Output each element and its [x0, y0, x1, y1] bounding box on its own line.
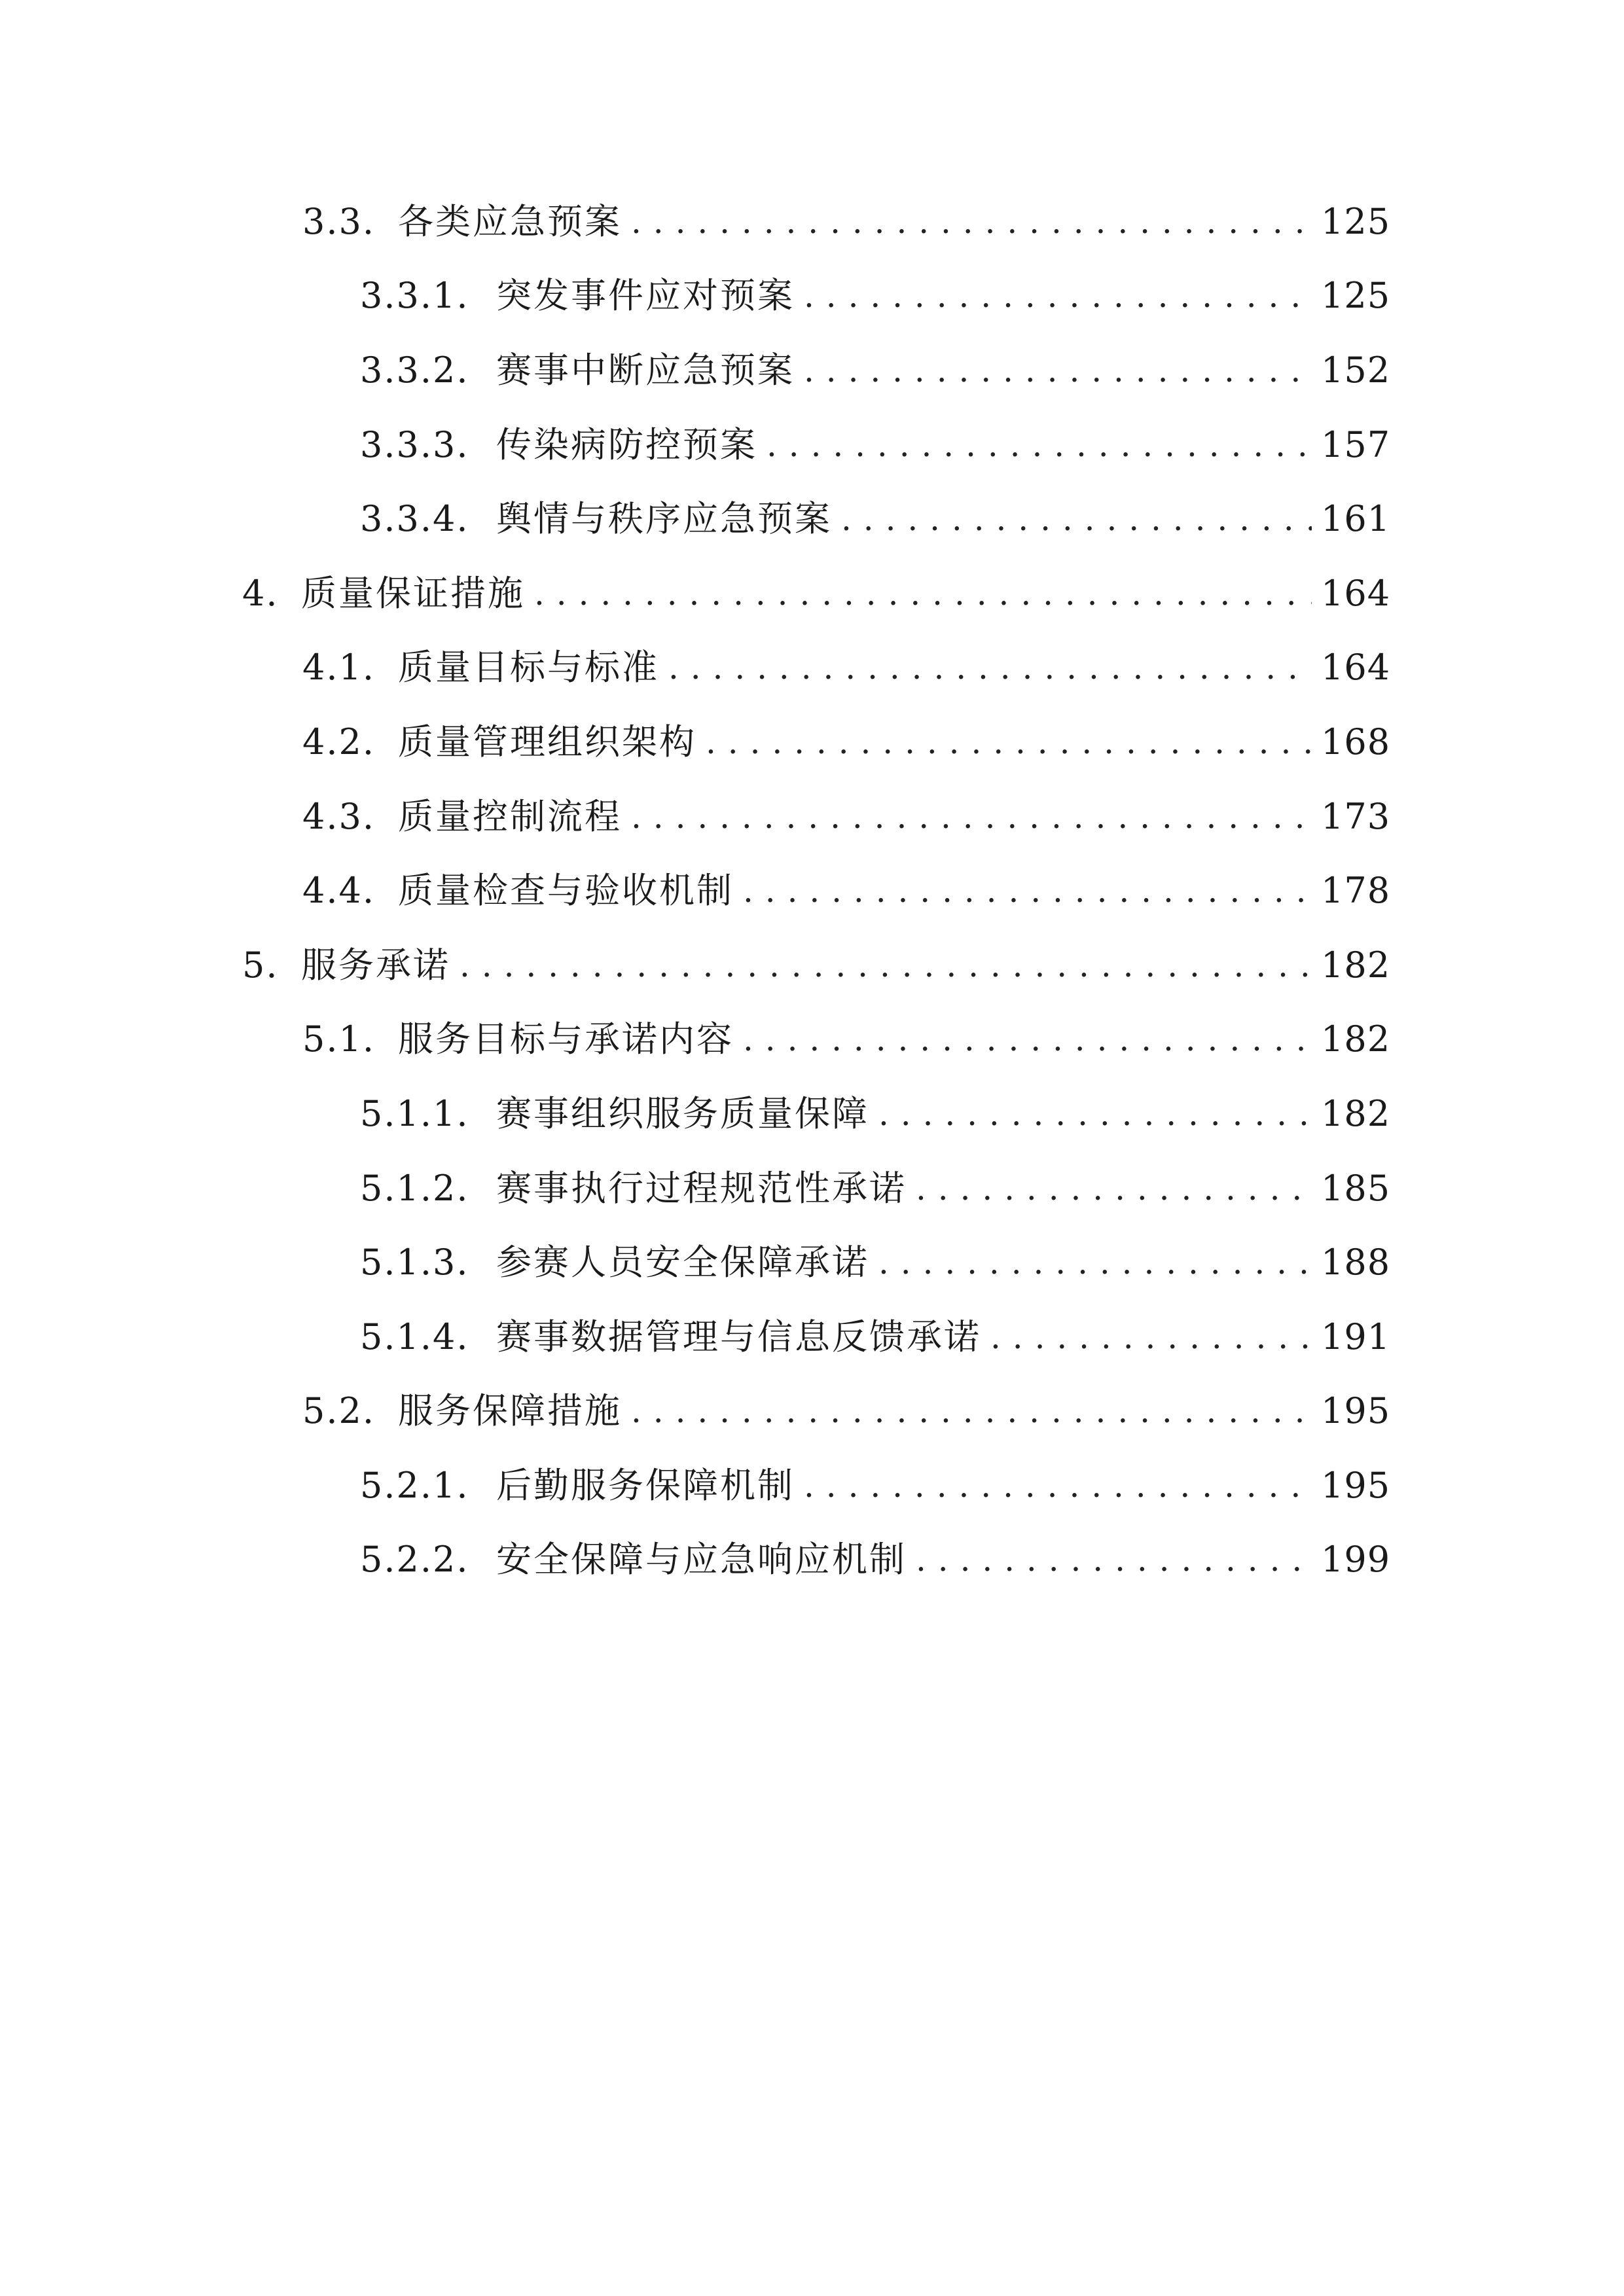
toc-entry[interactable] — [0, 780, 1624, 854]
toc-dot-leader — [878, 1096, 1312, 1132]
toc-entry[interactable] — [0, 1225, 1624, 1300]
toc-entry-page: 161 — [1321, 498, 1391, 540]
toc-entry-title: 后勤服务保障机制 — [496, 1464, 795, 1506]
toc-entry-page: 182 — [1321, 944, 1391, 986]
toc-entry-title: 质量管理组织架构 — [398, 721, 696, 762]
toc-entry-title: 传染病防控预案 — [496, 423, 757, 465]
toc-entry-number: 5.2.2. — [360, 1539, 469, 1581]
toc-entry-number: 5.1.4. — [360, 1316, 469, 1357]
toc-dot-leader — [706, 725, 1312, 760]
toc-entry[interactable] — [0, 482, 1624, 556]
toc-entry-number: 5.1.2. — [360, 1167, 469, 1209]
toc-entry-number: 5. — [242, 944, 279, 986]
toc-entry-page: 173 — [1321, 795, 1391, 837]
toc-entry[interactable] — [0, 333, 1624, 408]
toc-entry-number: 5.2.1. — [360, 1464, 469, 1506]
toc-entry[interactable] — [0, 1448, 1624, 1523]
toc-entry-title: 各类应急预案 — [398, 200, 622, 242]
toc-entry-page: 195 — [1321, 1464, 1391, 1506]
toc-dot-leader — [804, 1468, 1312, 1503]
toc-entry-number: 5.1. — [302, 1018, 376, 1060]
toc-entry-title: 质量控制流程 — [398, 795, 622, 837]
toc-entry-page: 178 — [1321, 870, 1391, 912]
toc-dot-leader — [767, 427, 1312, 463]
toc-dot-leader — [460, 948, 1312, 983]
toc-entry-number: 4.3. — [302, 795, 376, 837]
toc-entry-title: 参赛人员安全保障承诺 — [496, 1242, 869, 1283]
toc-entry[interactable] — [0, 185, 1624, 259]
toc-entry-number: 4. — [242, 572, 279, 614]
table-of-contents — [0, 185, 1624, 1597]
toc-entry-title: 服务保障措施 — [398, 1390, 622, 1432]
toc-entry-number: 3.3.3. — [360, 423, 469, 465]
toc-entry-page: 191 — [1321, 1316, 1391, 1357]
toc-entry[interactable] — [0, 1523, 1624, 1598]
toc-dot-leader — [631, 1393, 1312, 1429]
toc-entry-title: 质量检查与验收机制 — [398, 870, 734, 912]
toc-entry-page: 185 — [1321, 1167, 1391, 1209]
toc-entry-title: 服务目标与承诺内容 — [398, 1018, 734, 1060]
toc-dot-leader — [916, 1171, 1312, 1206]
toc-entry[interactable] — [0, 1151, 1624, 1226]
toc-entry-number: 5.2. — [302, 1390, 376, 1432]
toc-dot-leader — [631, 204, 1312, 240]
toc-entry-page: 164 — [1321, 572, 1391, 614]
toc-entry-page: 168 — [1321, 721, 1391, 762]
toc-entry-page: 182 — [1321, 1018, 1391, 1060]
toc-entry[interactable] — [0, 631, 1624, 706]
toc-entry[interactable] — [0, 408, 1624, 482]
toc-entry-number: 4.2. — [302, 721, 376, 762]
toc-dot-leader — [841, 501, 1312, 537]
toc-dot-leader — [668, 650, 1312, 685]
toc-dot-leader — [804, 278, 1312, 314]
toc-entry[interactable] — [0, 1077, 1624, 1151]
toc-entry[interactable] — [0, 853, 1624, 928]
toc-entry-title: 服务承诺 — [301, 944, 450, 986]
toc-entry-title: 突发事件应对预案 — [496, 275, 795, 317]
toc-dot-leader — [534, 576, 1312, 611]
toc-dot-leader — [878, 1245, 1312, 1280]
toc-entry[interactable] — [0, 556, 1624, 631]
toc-entry-number: 5.1.1. — [360, 1092, 469, 1134]
toc-entry-page: 164 — [1321, 647, 1391, 689]
toc-entry[interactable] — [0, 1374, 1624, 1449]
toc-entry-page: 195 — [1321, 1390, 1391, 1432]
toc-entry-page: 125 — [1321, 200, 1391, 242]
toc-entry-number: 3.3. — [302, 200, 376, 242]
toc-entry-page: 152 — [1321, 349, 1391, 391]
toc-entry-title: 安全保障与应急响应机制 — [496, 1539, 907, 1581]
toc-dot-leader — [631, 799, 1312, 834]
toc-entry-page: 182 — [1321, 1092, 1391, 1134]
toc-dot-leader — [743, 873, 1312, 908]
toc-entry[interactable] — [0, 259, 1624, 334]
toc-entry-number: 3.3.1. — [360, 275, 469, 317]
toc-entry-page: 125 — [1321, 275, 1391, 317]
toc-entry-title: 赛事组织服务质量保障 — [496, 1092, 869, 1134]
toc-entry-title: 舆情与秩序应急预案 — [496, 498, 832, 540]
toc-entry-title: 赛事执行过程规范性承诺 — [496, 1167, 907, 1209]
toc-entry-number: 4.4. — [302, 870, 376, 912]
toc-dot-leader — [916, 1542, 1312, 1577]
toc-entry-title: 赛事数据管理与信息反馈承诺 — [496, 1316, 981, 1357]
toc-dot-leader — [990, 1319, 1312, 1355]
toc-entry-page: 188 — [1321, 1242, 1391, 1283]
toc-entry-page: 157 — [1321, 423, 1391, 465]
toc-entry-number: 3.3.4. — [360, 498, 469, 540]
toc-entry-title: 质量保证措施 — [301, 572, 525, 614]
toc-entry-title: 质量目标与标准 — [398, 647, 659, 689]
toc-dot-leader — [743, 1022, 1312, 1057]
toc-entry-number: 4.1. — [302, 647, 376, 689]
toc-entry[interactable] — [0, 1300, 1624, 1374]
toc-entry-number: 5.1.3. — [360, 1242, 469, 1283]
toc-entry[interactable] — [0, 928, 1624, 1003]
toc-entry[interactable] — [0, 1003, 1624, 1077]
toc-entry-page: 199 — [1321, 1539, 1391, 1581]
toc-entry-number: 3.3.2. — [360, 349, 469, 391]
toc-entry-title: 赛事中断应急预案 — [496, 349, 795, 391]
toc-entry[interactable] — [0, 705, 1624, 780]
toc-dot-leader — [804, 353, 1312, 388]
